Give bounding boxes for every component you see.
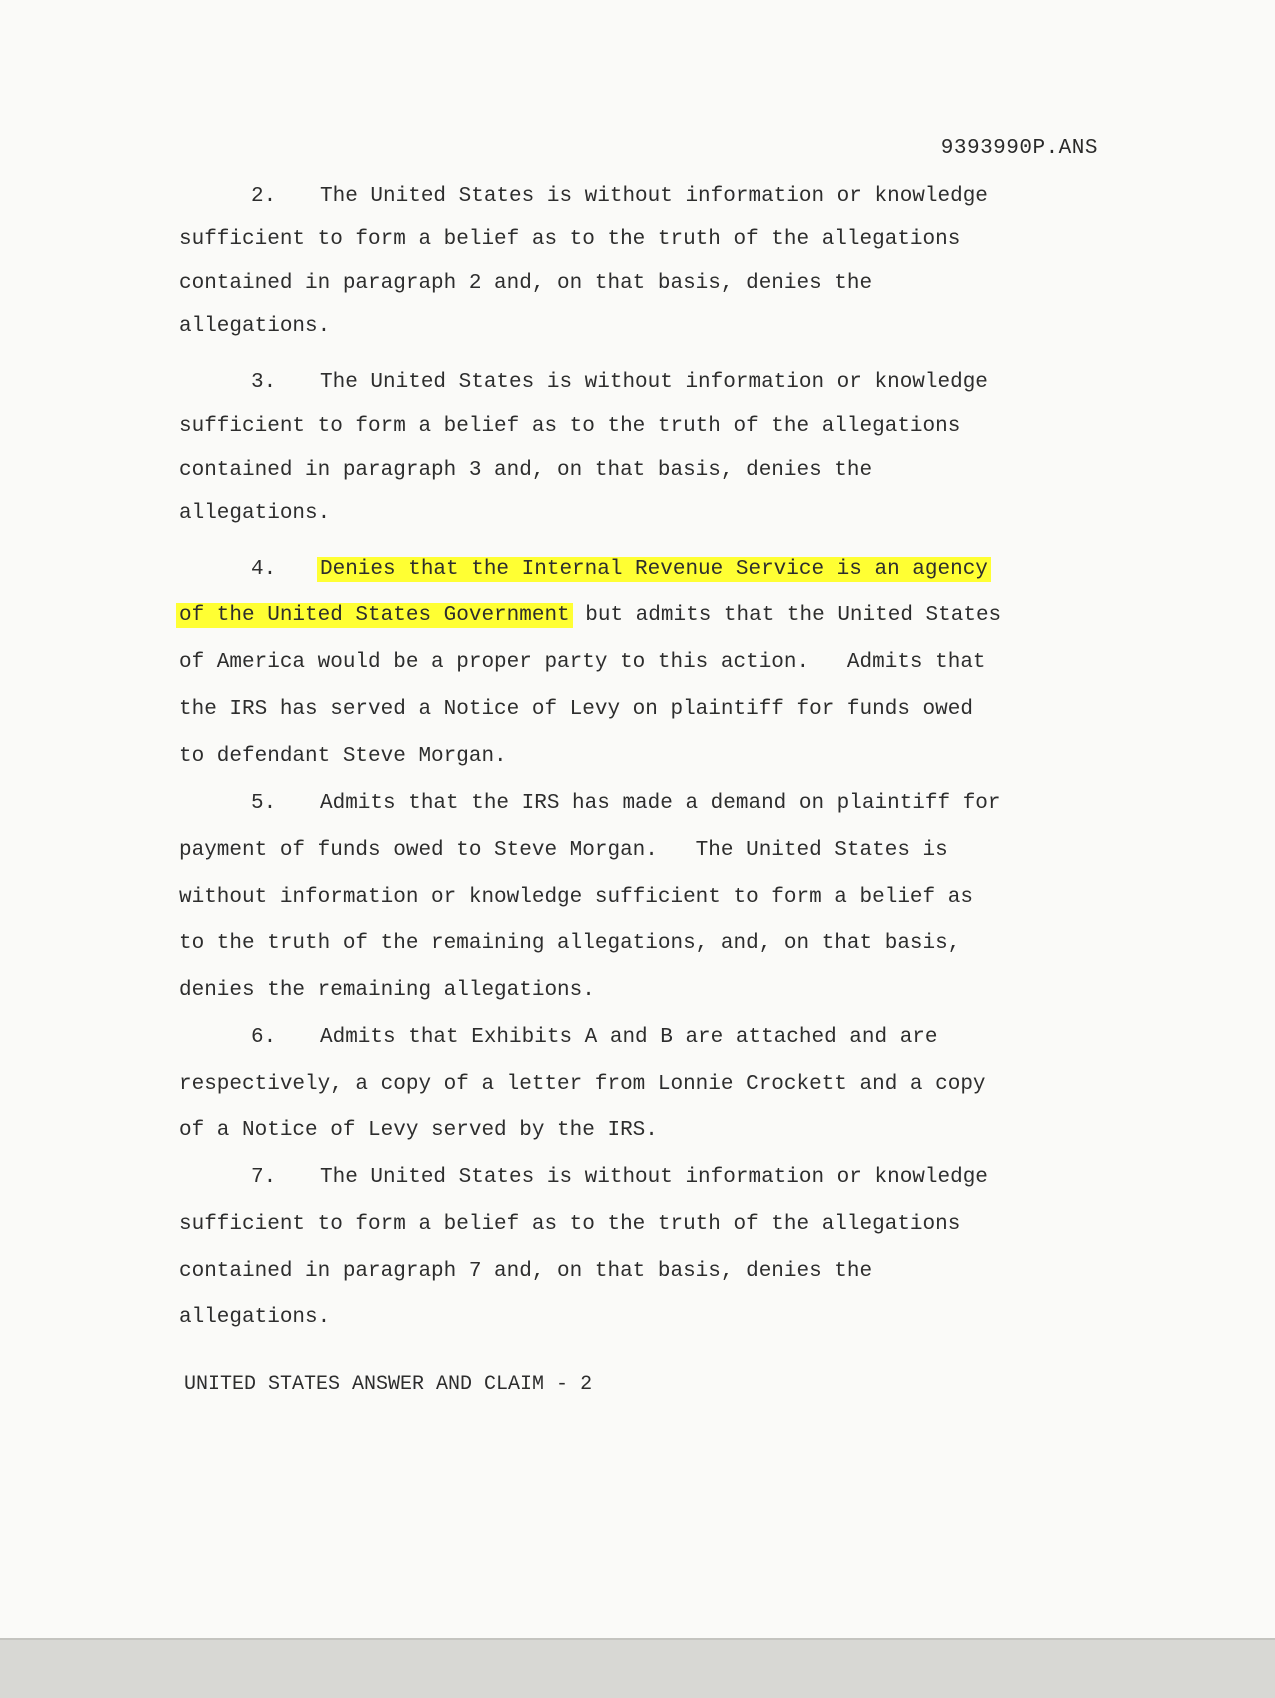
file-identifier: 9393990P.ANS <box>940 137 1098 160</box>
paragraph-4-line-3: of America would be a proper party to this action. Admits that <box>179 651 986 674</box>
paragraph-number: 4. <box>251 558 277 581</box>
scan-bottom-edge <box>0 1638 1275 1698</box>
paragraph-2-line-4: allegations. <box>179 315 331 338</box>
paragraph-number: 3. <box>251 371 277 394</box>
paragraph-4-line-4: the IRS has served a Notice of Levy on plaintiff for funds owed <box>179 698 973 721</box>
paragraph-text: but admits that the United States <box>572 604 1002 627</box>
paragraph-number: 5. <box>251 792 277 815</box>
paragraph-2-line-3: contained in paragraph 2 and, on that basis, denies the <box>179 272 873 295</box>
paragraph-3-line-1 <box>179 369 1119 397</box>
paragraph-6-line-1 <box>179 1024 1119 1052</box>
paragraph-text: Admits that the IRS has made a demand on plaintiff for <box>320 792 1001 815</box>
paragraph-2-line-2: sufficient to form a belief as to the truth of the allegations <box>179 228 961 251</box>
paragraph-text: The United States is without information or knowledge <box>320 371 988 394</box>
paragraph-number: 7. <box>251 1166 277 1189</box>
paragraph-5-line-4: to the truth of the remaining allegations, and, on that basis, <box>179 932 961 955</box>
paragraph-5-line-5: denies the remaining allegations. <box>179 979 595 1002</box>
paragraph-text: The United States is without information or knowledge <box>320 185 988 208</box>
paragraph-text: The United States is without information or knowledge <box>320 1166 988 1189</box>
paragraph-number: 6. <box>251 1026 277 1049</box>
paragraph-number: 2. <box>251 185 277 208</box>
paragraph-4-line-1 <box>179 556 1119 584</box>
paragraph-4-line-2 <box>179 602 1119 630</box>
paragraph-7-line-4: allegations. <box>179 1306 331 1329</box>
paragraph-6-line-3: of a Notice of Levy served by the IRS. <box>179 1119 658 1142</box>
paragraph-3-line-4: allegations. <box>179 502 331 525</box>
highlighted-text: of the United States Government <box>176 603 573 628</box>
paragraph-5-line-2: payment of funds owed to Steve Morgan. The United States is <box>179 839 948 862</box>
paragraph-5-line-3: without information or knowledge sufficient to form a belief as <box>179 886 973 909</box>
paragraph-5-line-1 <box>179 790 1119 818</box>
paragraph-4-line-5: to defendant Steve Morgan. <box>179 745 507 768</box>
highlighted-text: Denies that the Internal Revenue Service is an agency <box>317 557 991 582</box>
paragraph-2-line-1 <box>179 183 1119 211</box>
paragraph-7-line-3: contained in paragraph 7 and, on that basis, denies the <box>179 1260 873 1283</box>
page-footer: UNITED STATES ANSWER AND CLAIM - 2 <box>184 1373 593 1396</box>
paragraph-6-line-2: respectively, a copy of a letter from Lonnie Crockett and a copy <box>179 1073 986 1096</box>
paragraph-3-line-2: sufficient to form a belief as to the truth of the allegations <box>179 415 961 438</box>
paragraph-text: Admits that Exhibits A and B are attached and are <box>320 1026 938 1049</box>
paragraph-3-line-3: contained in paragraph 3 and, on that basis, denies the <box>179 459 873 482</box>
paragraph-7-line-1 <box>179 1164 1119 1192</box>
paragraph-7-line-2: sufficient to form a belief as to the truth of the allegations <box>179 1213 961 1236</box>
